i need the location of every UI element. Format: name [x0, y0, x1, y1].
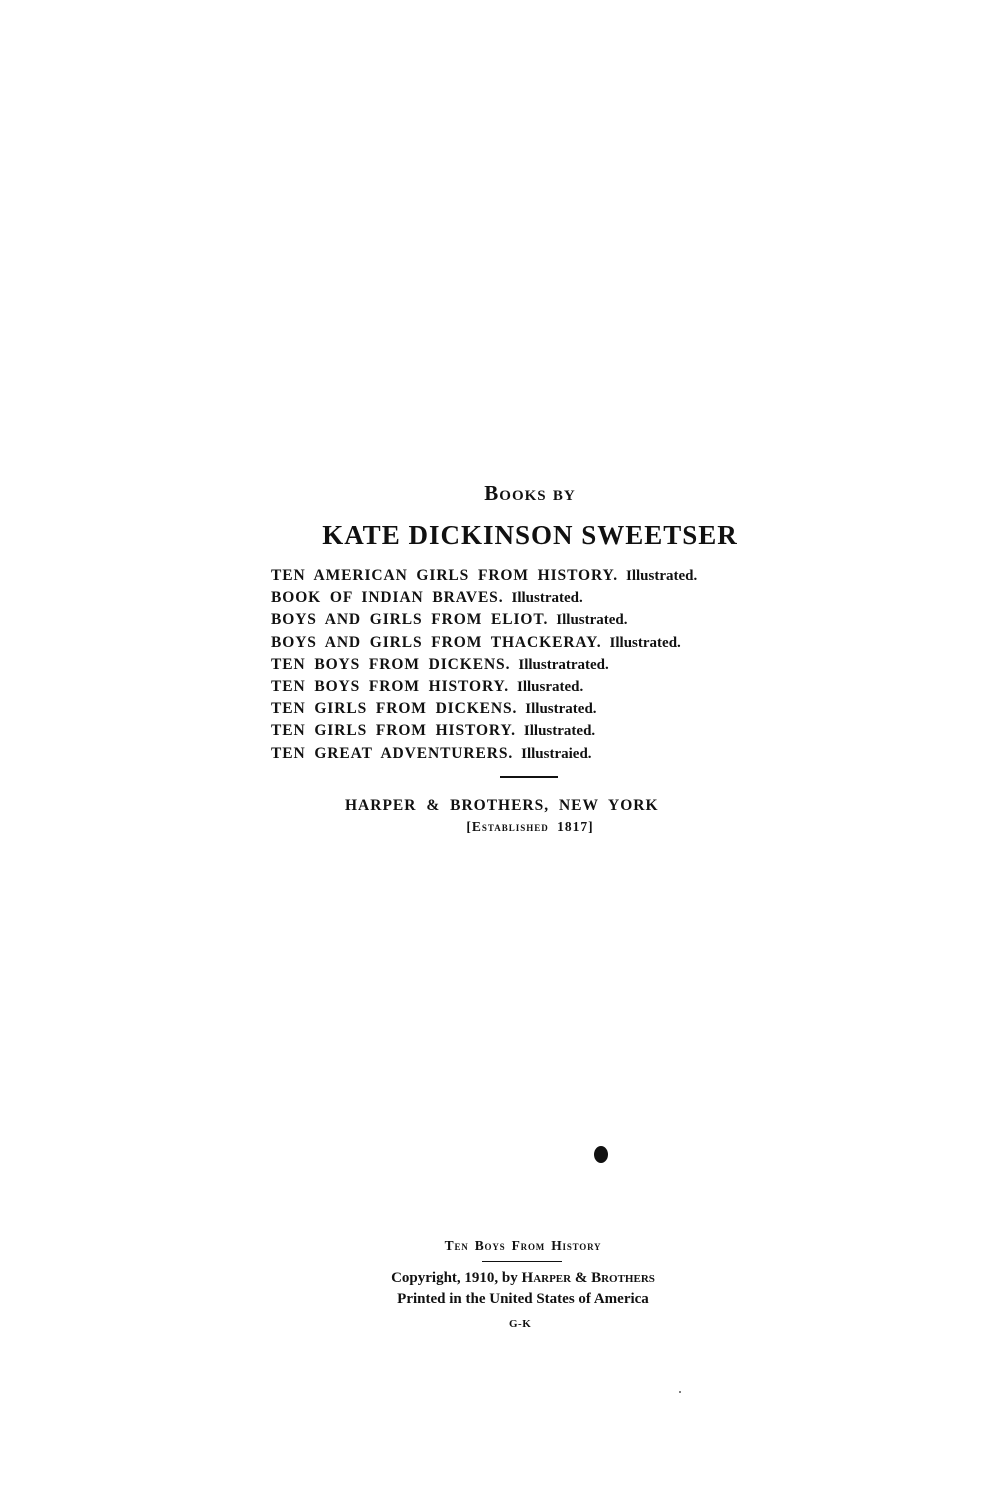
book-title: BOYS AND GIRLS FROM ELIOT.: [271, 611, 549, 629]
book-title: TEN GREAT ADVENTURERS.: [271, 744, 514, 762]
book-title: BOYS AND GIRLS FROM THACKERAY.: [271, 633, 602, 651]
copyright-holder: Harper & Brothers: [521, 1270, 655, 1286]
divider-rule: [500, 776, 558, 778]
list-item: [271, 587, 697, 609]
book-title: BOOK OF INDIAN BRAVES.: [271, 589, 504, 607]
list-item: [271, 654, 697, 676]
book-note: Illustraied.: [521, 745, 592, 762]
list-item: [271, 676, 697, 698]
book-note: Illustrated.: [523, 723, 596, 740]
list-item: [271, 609, 697, 631]
list-item: [271, 632, 697, 654]
book-note: Illustratrated.: [518, 656, 609, 673]
publisher-name: HARPER & BROTHERS, NEW YORK: [345, 797, 659, 814]
book-note: Illustrated.: [511, 590, 583, 607]
book-list: [271, 565, 697, 765]
book-title: TEN BOYS FROM HISTORY.: [271, 678, 509, 696]
book-title: TEN GIRLS FROM DICKENS.: [271, 700, 518, 718]
copyright-line: [0, 1268, 1000, 1289]
list-item: [271, 720, 697, 742]
book-note: Illusrated.: [516, 679, 584, 696]
printed-in-line: Printed in the United States of America: [397, 1291, 649, 1307]
imprint-divider-rule: [482, 1261, 562, 1262]
book-note: Illustrated.: [626, 568, 698, 584]
printer-signature-mark: G-K: [509, 1318, 532, 1330]
imprint-book-title: Ten Boys From History: [444, 1238, 602, 1253]
book-note: Illustrated.: [556, 612, 628, 629]
list-item: [271, 743, 697, 765]
book-title: TEN BOYS FROM DICKENS.: [271, 655, 511, 673]
book-note: Illustrated.: [609, 634, 681, 651]
list-item: [271, 565, 697, 587]
copyright-prefix: Copyright, 1910, by: [391, 1270, 518, 1286]
publisher-established: [Established 1817]: [466, 819, 594, 834]
ink-dot-ornament: [594, 1146, 608, 1163]
book-title: TEN AMERICAN GIRLS FROM HISTORY.: [271, 567, 618, 584]
book-title: TEN GIRLS FROM HISTORY.: [271, 722, 516, 740]
book-note: Illustrated.: [525, 701, 597, 718]
author-name: KATE DICKINSON SWEETSER: [322, 520, 738, 550]
list-item: [271, 698, 697, 720]
paper-speck: [679, 1391, 681, 1393]
books-by-heading: Books by: [484, 481, 576, 505]
